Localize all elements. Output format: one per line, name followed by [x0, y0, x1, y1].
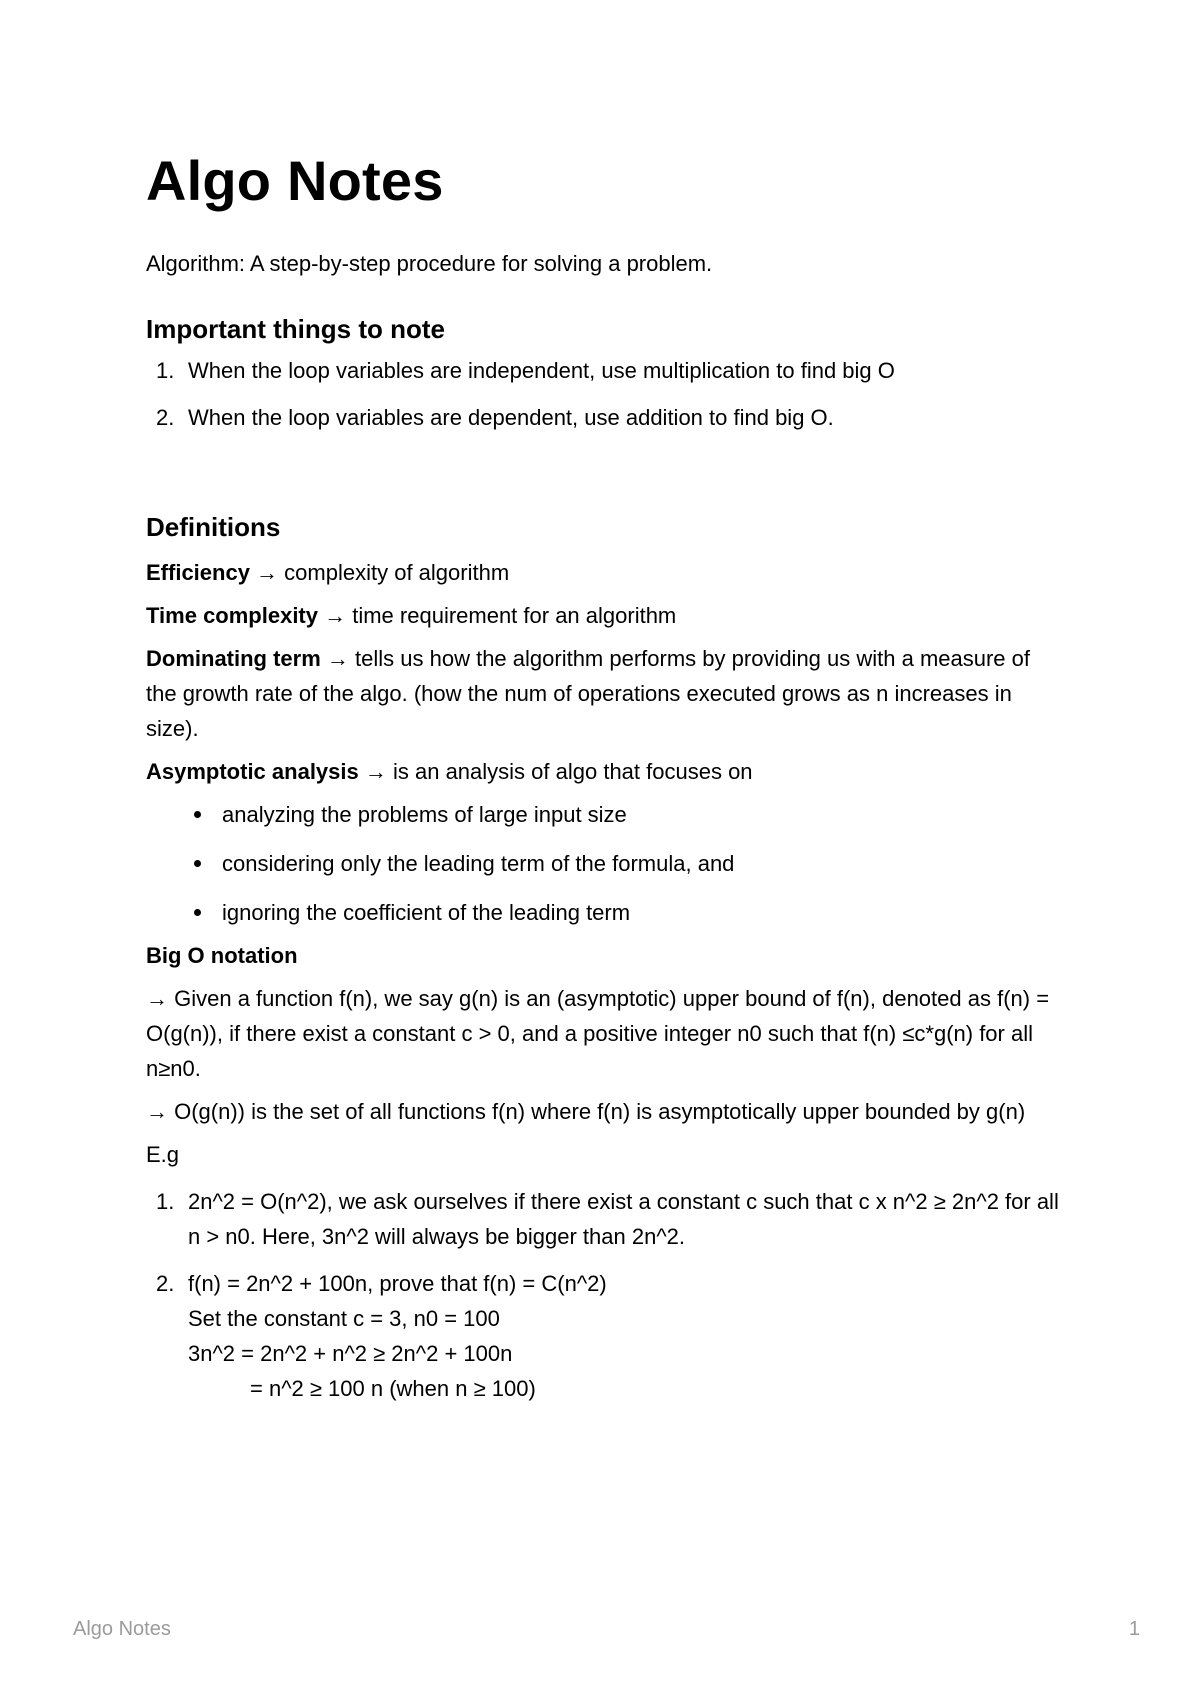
list-item [146, 1184, 1066, 1254]
example-line-indented: = n^2 ≥ 100 n (when n ≥ 100) [250, 1376, 536, 1401]
definition-text: tells us how the algorithm performs by providing us with a measure of the growth rate of the algo. (how the num of operations executed grows as n increases in size). [146, 646, 1031, 741]
list-item [146, 1266, 1066, 1406]
example-line: 2n^2 = O(n^2), we ask ourselves if there exist a constant c such that c x n^2 ≥ 2n^2 for all n > n0. Here, 3n^2 will always be bigger than 2n^2. [188, 1189, 1059, 1249]
example-label: E.g [146, 1142, 180, 1167]
list-number: 1. [156, 1189, 175, 1214]
example-line: Set the constant c = 3, n0 = 100 [188, 1306, 500, 1331]
arrow-icon: → [358, 759, 393, 784]
list-item-text: analyzing the problems of large input size [222, 802, 627, 827]
important-heading: Important things to note [146, 314, 445, 344]
big-o-heading: Big O notation [146, 943, 298, 968]
big-o-set-definition: → O(g(n)) is the set of all functions f(n) where f(n) is asymptotically upper bounded by g(n) [146, 1099, 1026, 1124]
definitions-heading: Definitions [146, 512, 281, 542]
footer-title: Algo Notes [73, 1618, 171, 1640]
page-content [146, 148, 1066, 1406]
list-number: 2. [156, 405, 175, 430]
definition-asymptotic-analysis [146, 754, 1066, 789]
arrow-icon: → [249, 560, 285, 585]
definition-time-complexity [146, 598, 1066, 633]
list-item [146, 846, 1066, 881]
definition-text: complexity of algorithm [284, 560, 510, 585]
definition-term: Asymptotic analysis [146, 759, 359, 784]
bullet-icon [194, 860, 201, 867]
example-list [146, 1184, 1066, 1406]
list-number: 2. [156, 1271, 175, 1296]
definition-text: time requirement for an algorithm [352, 603, 677, 628]
big-o-definition: → Given a function f(n), we say g(n) is an (asymptotic) upper bound of f(n), denoted as f(n) = O(g(n)), if there exist a constant c > 0, and a positive integer n0 such that f(n) ≤c*g(n) for all n≥n0. [146, 986, 1050, 1081]
asymptotic-bullet-list [146, 797, 1066, 930]
page-title: Algo Notes [146, 149, 444, 212]
definition-term: Dominating term [146, 646, 321, 671]
definition-term: Time complexity [146, 603, 318, 628]
list-item [146, 400, 1066, 435]
bullet-icon [194, 909, 201, 916]
definition-efficiency [146, 555, 1066, 590]
definition-dominating-term [146, 641, 1066, 746]
list-item [146, 797, 1066, 832]
example-line: 3n^2 = 2n^2 + n^2 ≥ 2n^2 + 100n [188, 1341, 513, 1366]
intro-text: Algorithm: A step-by-step procedure for solving a problem. [146, 251, 713, 276]
example-line: f(n) = 2n^2 + 100n, prove that f(n) = C(n^2) [188, 1271, 607, 1296]
list-item [146, 895, 1066, 930]
list-item [146, 353, 1066, 388]
list-item-text: When the loop variables are dependent, use addition to find big O. [188, 405, 834, 430]
important-list [146, 353, 1066, 435]
definition-text: is an analysis of algo that focuses on [392, 759, 753, 784]
definition-term: Efficiency [146, 560, 250, 585]
list-item-text: considering only the leading term of the formula, and [222, 851, 735, 876]
list-item-text: ignoring the coefficient of the leading term [222, 900, 631, 925]
list-item-text: When the loop variables are independent, use multiplication to find big O [188, 358, 895, 383]
arrow-icon: → [320, 646, 356, 671]
page-number: 1 [1128, 1618, 1140, 1640]
bullet-icon [194, 811, 201, 818]
list-number: 1. [156, 358, 175, 383]
arrow-icon: → [318, 603, 353, 628]
